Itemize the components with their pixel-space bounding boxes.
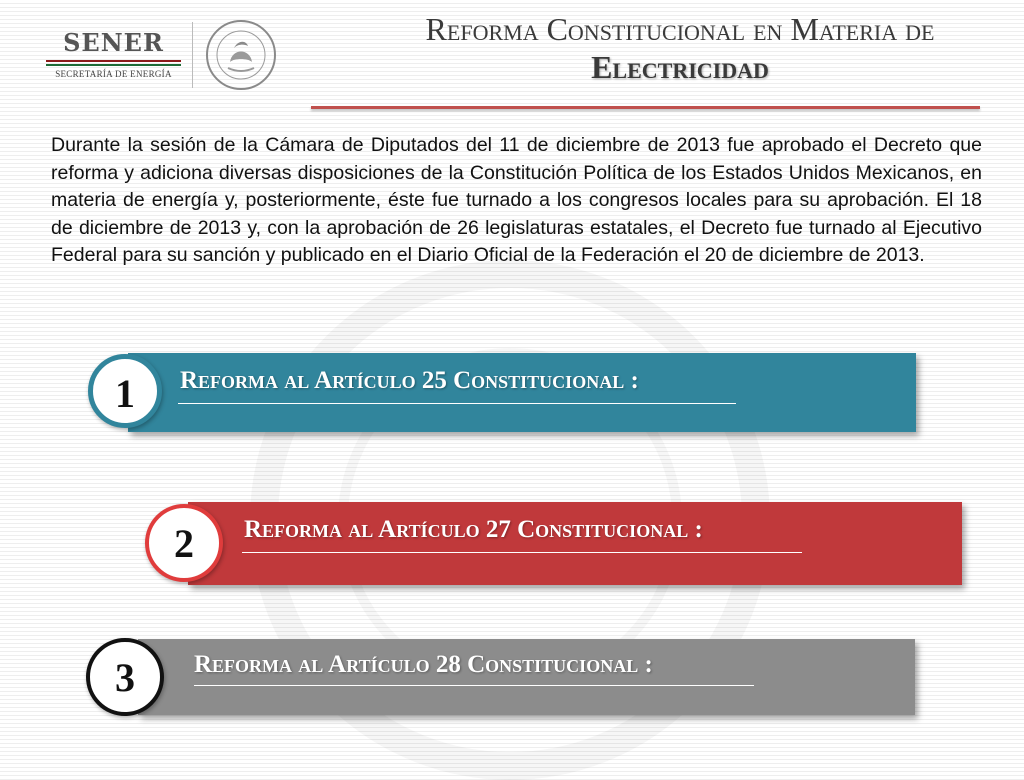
coat-of-arms-icon [204, 18, 278, 92]
reform-banner-1[interactable] [128, 353, 916, 432]
logo-divider [192, 22, 193, 88]
logo-subtitle: SECRETARÍA DE ENERGÍA [55, 69, 172, 79]
reform-number-badge-3: 3 [86, 638, 164, 716]
logo-rule-red [46, 60, 181, 62]
sener-logo [46, 28, 181, 79]
reform-banner-2[interactable] [188, 502, 962, 585]
reform-label-2: Reforma al Artículo 27 Constitucional : [244, 516, 703, 543]
intro-paragraph: Durante la sesión de la Cámara de Diputados del 11 de diciembre de 2013 fue aprobado el Decreto que reforma y adiciona diversas disposiciones de la Constitución Política de los Estados Unidos Mexicanos, en materia de energía y, posteriormente, éste fue turnado a los congresos locales para su aprobación. El 18 de diciembre de 2013 y, con la aprobación de 26 legislaturas estatales, el Decreto fue turnado al Ejecutivo Federal para su sanción y publicado en el Diario Oficial de la Federación el 20 de diciembre de 2013. [51, 134, 982, 266]
title-line-2: Electricidad [591, 49, 769, 85]
reform-rule-1 [178, 403, 736, 404]
reform-rule-2 [242, 552, 802, 553]
logo-name: SENER [63, 28, 164, 57]
logo-rule-green [46, 64, 181, 66]
reform-label-3: Reforma al Artículo 28 Constitucional : [194, 651, 653, 678]
reform-banner-3[interactable] [138, 639, 915, 715]
reform-label-1: Reforma al Artículo 25 Constitucional : [180, 367, 639, 394]
page-title [310, 10, 1024, 86]
title-line-1: Reforma Constitucional en Materia de [425, 11, 935, 47]
title-underline [311, 106, 980, 109]
reform-rule-3 [194, 685, 754, 686]
reform-number-badge-1: 1 [88, 354, 162, 428]
reform-number-badge-2: 2 [145, 504, 223, 582]
